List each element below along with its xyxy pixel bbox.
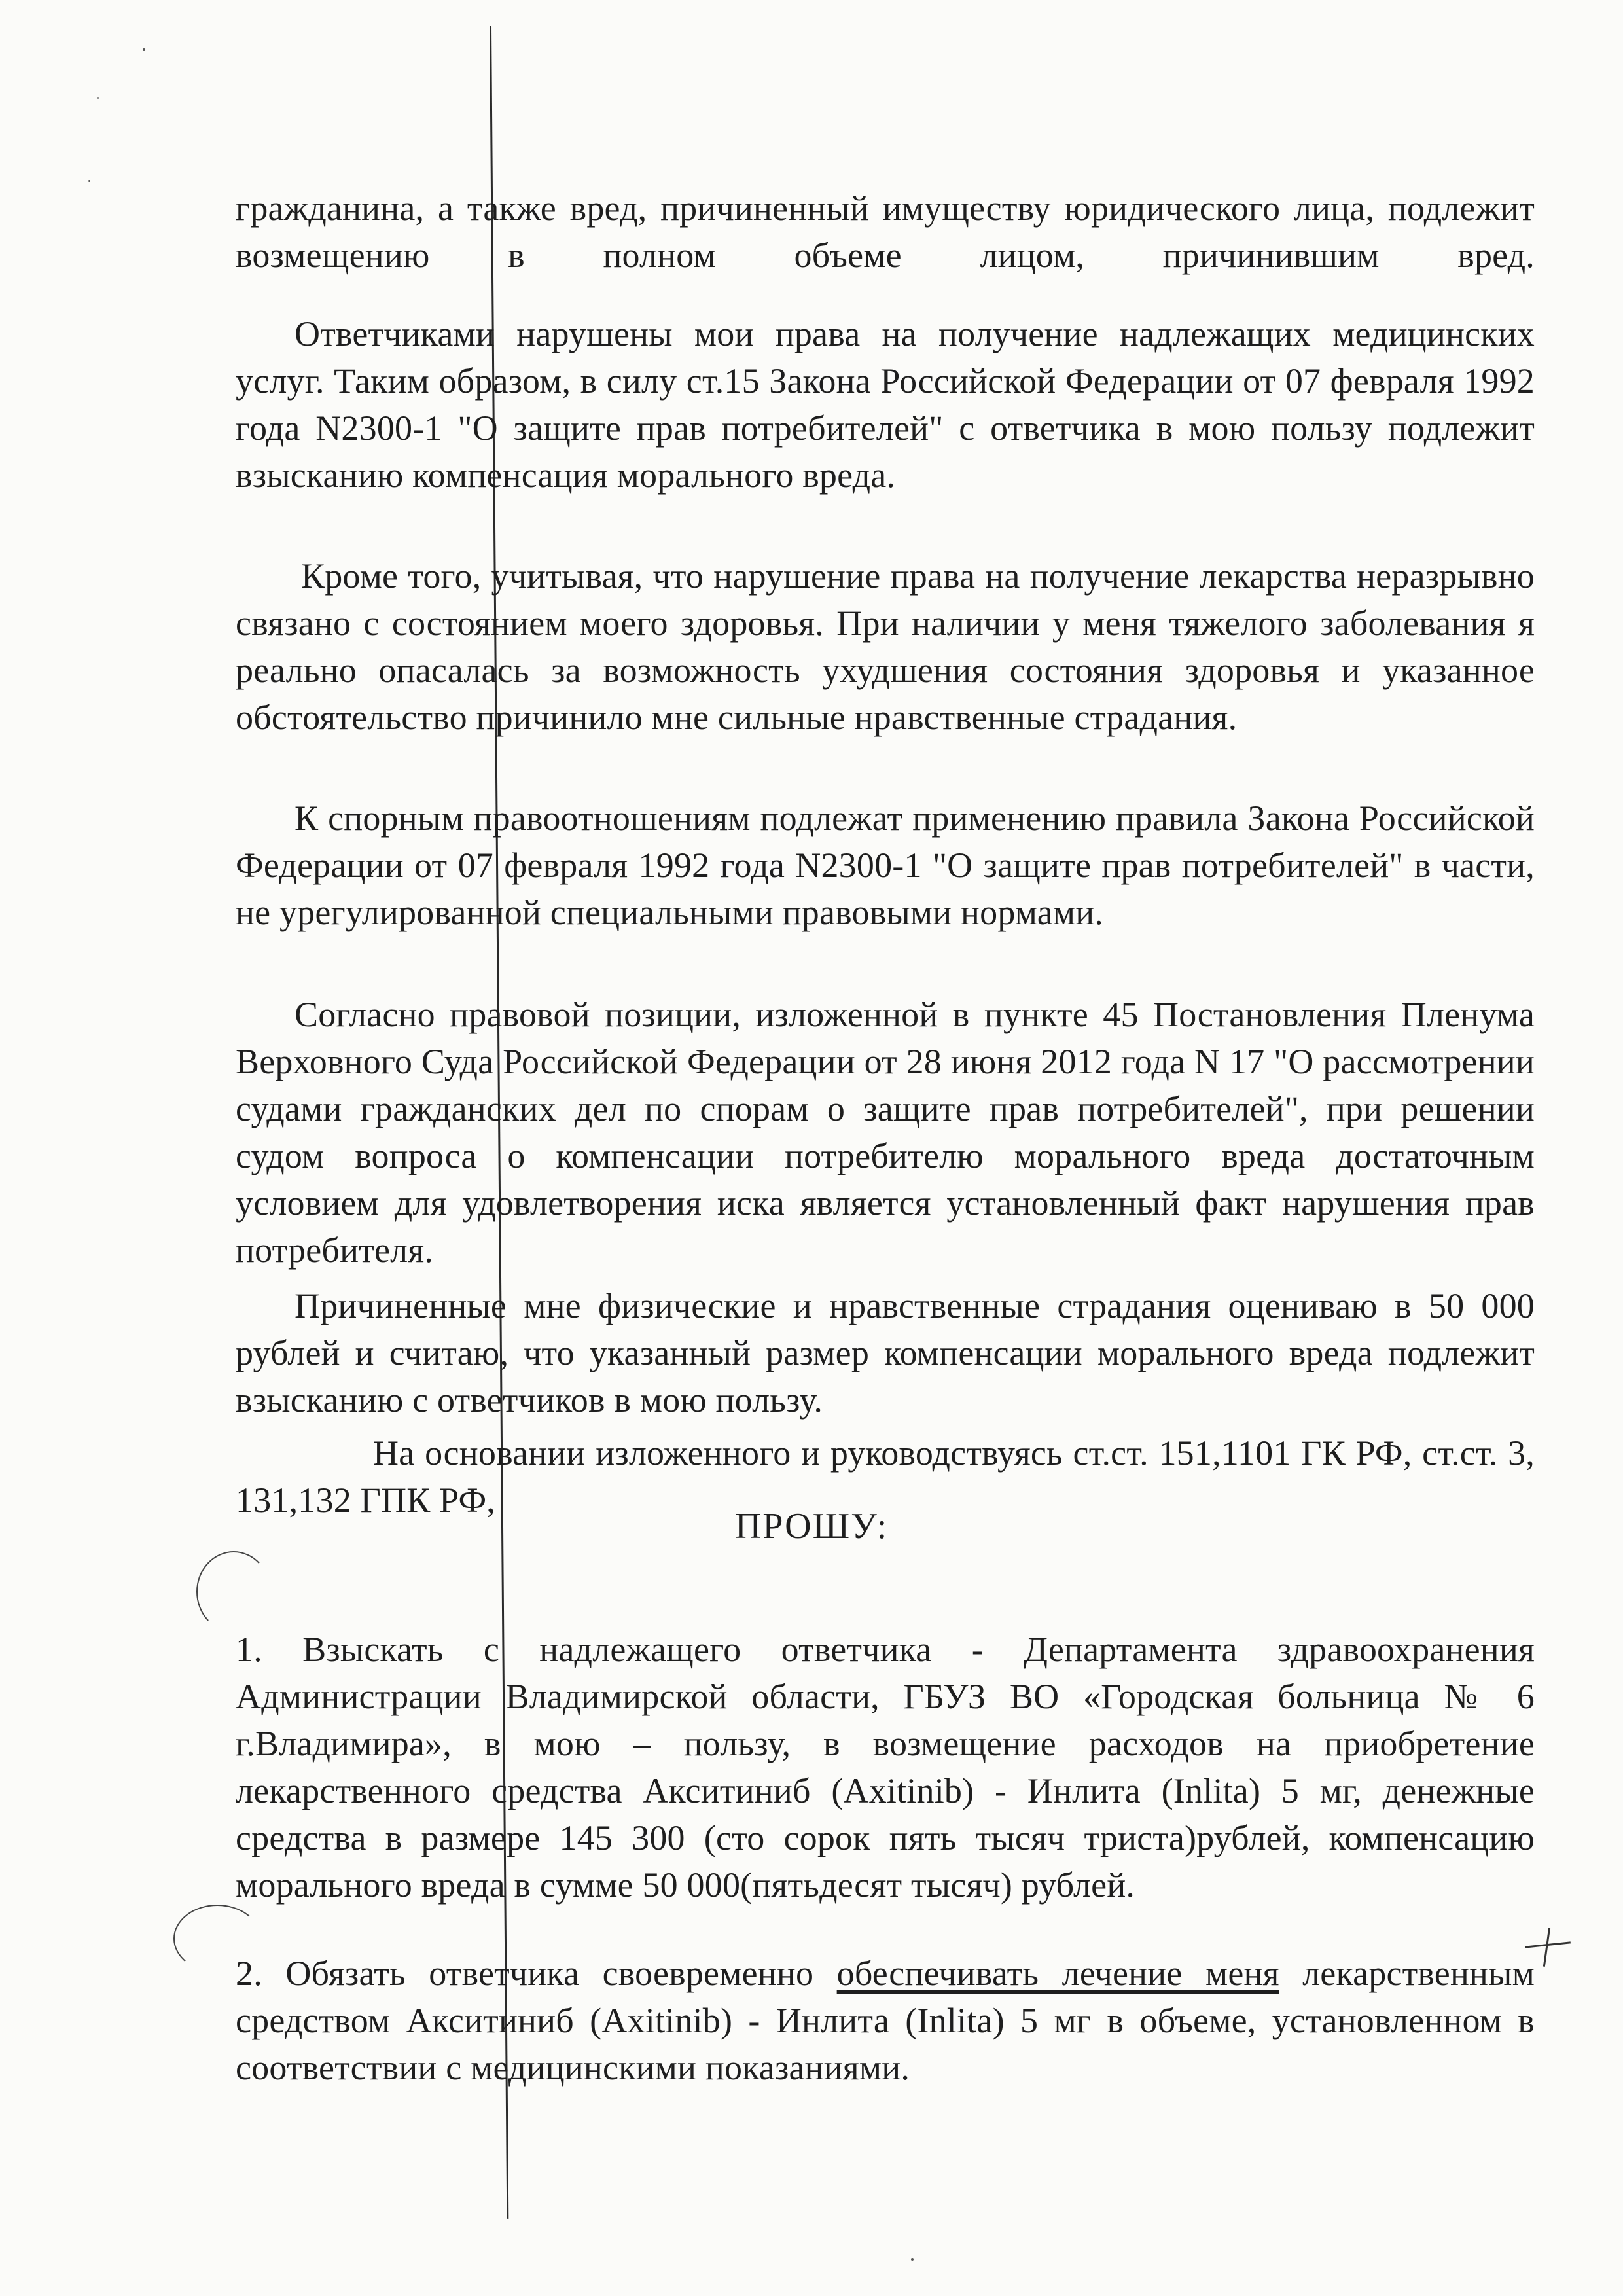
paragraph-rights-violated: Ответчиками нарушены мои права на получение надлежащих медицинских услуг. Таким образом, в силу ст.15 Закона Российской Федерации от 07 февраля 1992 года N2300-1 "О защите прав потребителей" с ответчика в мою пользу подлежит взысканию компенсация морального вреда. bbox=[236, 314, 1535, 495]
handwritten-circle-mark bbox=[196, 1551, 271, 1632]
request-2-start: 2. Обязать ответчика своевременно bbox=[236, 1954, 837, 1993]
paragraph-legal-position: Согласно правовой позиции, изложенной в пункте 45 Постановления Пленума Верховного Суда Российской Федерации от 28 июня 2012 года N 17 "О рассмотрении судами гражданских дел по спорам о защите прав потребителей", при решении судом вопроса о компенсации потребителю морального вреда достаточным условием для удовлетворения иска является установленный факт нарушения прав потребителя. bbox=[236, 995, 1535, 1270]
handwritten-plus-mark bbox=[1543, 1928, 1550, 1967]
request-2-end: лекарственным средством Акситиниб (Axitinib) - Инлита (Inlita) 5 мг в объеме, установленном в соответствии с медицинскими показаниями. bbox=[236, 1954, 1535, 2087]
request-item-1: 1. Взыскать с надлежащего ответчика - Департамента здравоохранения Администрации Владимирской области, ГБУЗ ВО «Городская больница № 6 г.Владимира», в мою – пользу, в возмещение расходов на приобретение лекарственного средства Акситиниб (Axitinib) - Инлита (Inlita) 5 мг, денежные средства в размере 145 300 (сто сорок пять тысяч триста)рублей, компенсацию морального вреда в сумме 50 000(пятьдесят тысяч) рублей. bbox=[236, 1630, 1535, 1905]
paragraph-health: Кроме того, учитывая, что нарушение права на получение лекарства неразрывно связано с состоянием моего здоровья. При наличии у меня тяжелого заболевания я реально опасалась за возможность ухудшения состояния здоровья и указанное обстоятельство причинило мне сильные нравственные страдания. bbox=[236, 556, 1535, 737]
request-2-underlined: обеспечивать лечение меня bbox=[836, 1954, 1279, 1993]
request-heading: ПРОШУ: bbox=[734, 1506, 889, 1547]
scan-speck bbox=[88, 180, 90, 182]
handwritten-circle-mark bbox=[173, 1905, 261, 1973]
paragraph-damage-compensation: гражданина, а также вред, причиненный имуществу юридического лица, подлежит возмещению в полном объеме лицом, причинившим вред. bbox=[236, 188, 1535, 275]
request-item-2 bbox=[236, 1950, 1535, 2091]
paragraph-legal-basis: На основании изложенного и руководствуясь ст.ст. 151,1101 ГК РФ, ст.ст. 3, 131,132 ГПК РФ, bbox=[236, 1433, 1535, 1520]
scan-speck bbox=[911, 2258, 914, 2261]
scan-speck bbox=[97, 97, 99, 99]
scan-speck bbox=[143, 48, 145, 51]
paragraph-consumer-law: К спорным правоотношениям подлежат применению правила Закона Российской Федерации от 07 февраля 1992 года N2300-1 "О защите прав потребителей" в части, не урегулированной специальными правовыми нормами. bbox=[236, 798, 1535, 932]
paragraph-moral-damage-amount: Причиненные мне физические и нравственные страдания оцениваю в 50 000 рублей и считаю, что указанный размер компенсации морального вреда подлежит взысканию с ответчиков в мою пользу. bbox=[236, 1286, 1535, 1420]
